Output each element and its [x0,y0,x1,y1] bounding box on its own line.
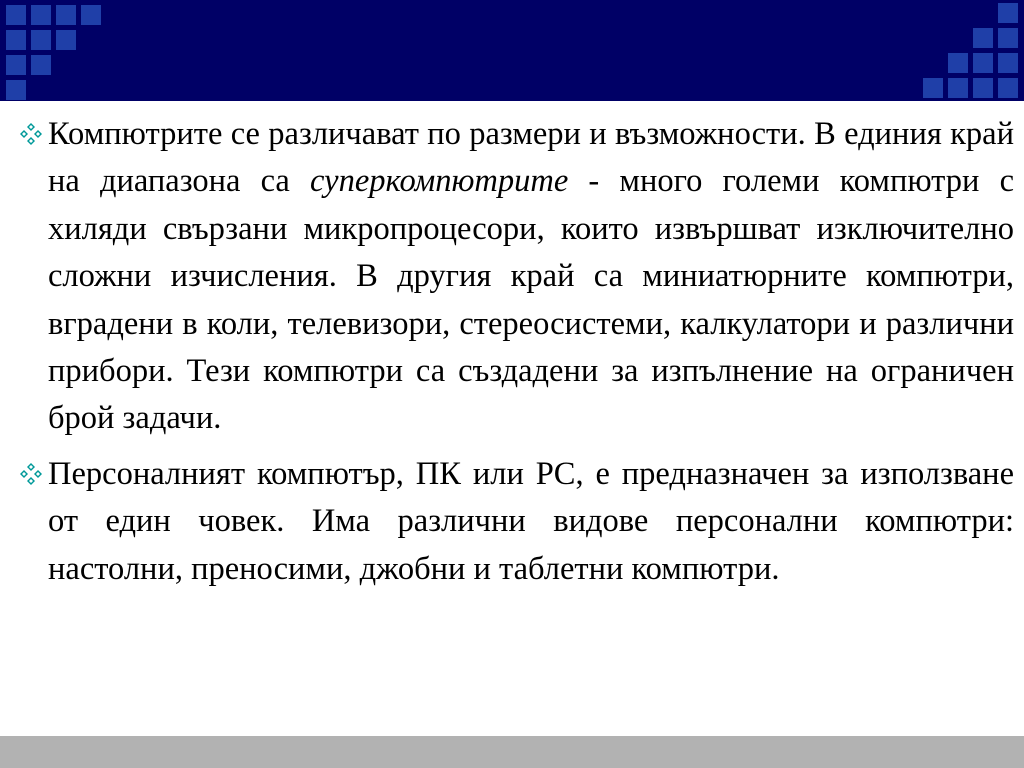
bullet-item-computer-sizes [18,111,1014,443]
header-band [0,0,1024,101]
footer-band [0,736,1024,768]
bullet-item-personal-computer [18,451,1014,593]
header-square-pattern [0,0,1024,101]
bullet-text-part-1: Компютрите се различават по размери и възможности. В единия край на диапазона са [48,116,1014,200]
slide-body [18,111,1014,601]
bullet-text-emphasis-supercomputers: суперкомпютрите [309,163,569,200]
diamond-bullet-icon [18,461,44,487]
diamond-bullet-icon [18,121,44,147]
bullet-text: Персоналният компютър, ПК или PC, е предназначен за използване от един човек. Има различни видове персонални компютри: настолни, преносими, джобни и таблетни компютри. [48,455,1014,587]
bullet-text-part-2: - много големи компютри с хиляди свързани микропроцесори, които извършват изключително сложни изчисления. В другия край са миниатюрните компютри, вградени в коли, телевизори, стереосистеми, калкулатори и различни прибори. Тези компютри са създадени за изпълнение на ограничен брой задачи. [48,163,1014,437]
